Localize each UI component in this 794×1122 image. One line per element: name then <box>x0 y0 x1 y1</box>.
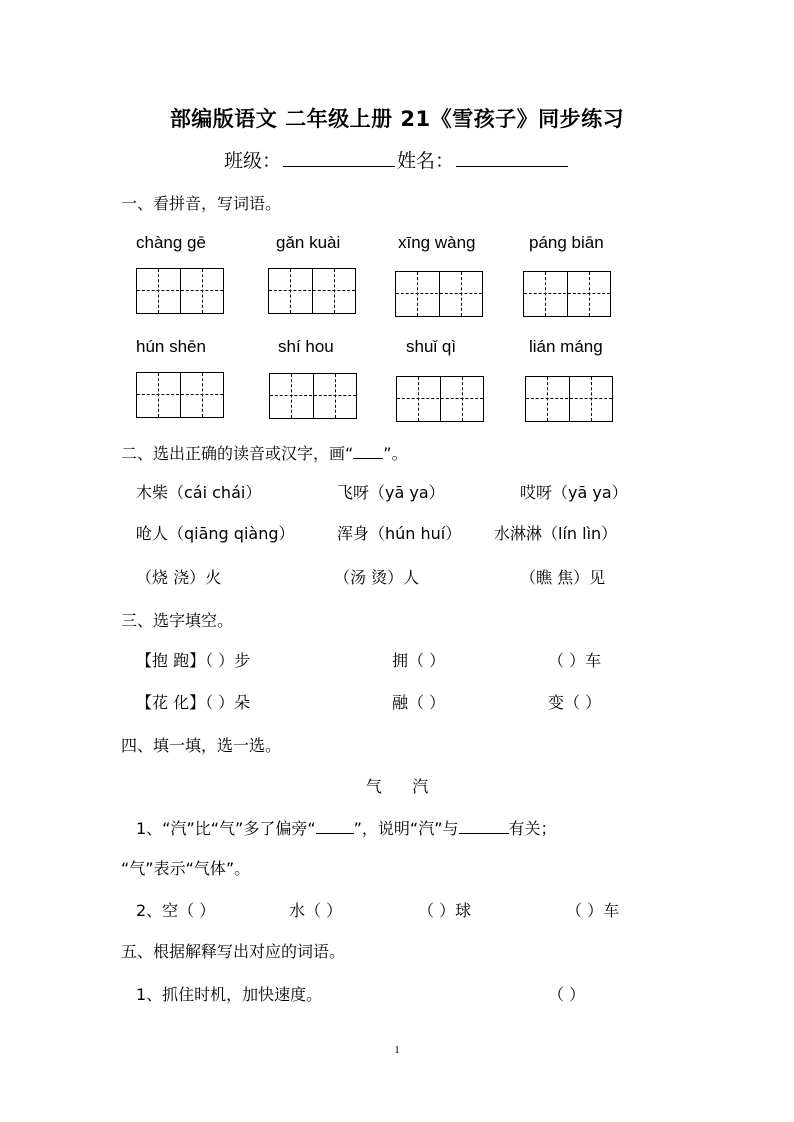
fill-item: （ ）车 <box>548 651 602 670</box>
section-2-heading-text: 二、选出正确的读音或汉字，画“ <box>121 444 354 463</box>
fill-item: 拥（ ） <box>392 651 446 670</box>
pinyin-3: xīng wàng <box>398 233 476 252</box>
page-number: 1 <box>394 1044 400 1056</box>
answer-blank <box>459 819 509 834</box>
pinyin-1: chàng gē <box>136 233 206 252</box>
choice-item: 哎呀（yā ya） <box>520 483 628 502</box>
q4-1-text-c: 有关； <box>508 819 557 838</box>
fill-item: 水（ ） <box>289 901 343 920</box>
choice-item: （烧 浇）火 <box>136 568 222 587</box>
writing-grid <box>525 376 613 422</box>
pinyin-4: páng biān <box>529 233 604 252</box>
writing-grid <box>523 271 611 317</box>
writing-grid <box>136 268 224 314</box>
underline-mark <box>353 444 383 459</box>
choice-item: （汤 烫）人 <box>334 568 420 587</box>
name-blank <box>456 148 568 167</box>
question-4-1-cont: “气”表示“气体”。 <box>121 859 251 878</box>
q4-1-text-a: 1、“汽”比“气”多了偏旁“ <box>136 819 316 838</box>
choice-item: 飞呀（yā ya） <box>337 483 445 502</box>
fill-item: 【花 化】（ ）朵 <box>136 693 251 712</box>
pinyin-8: lián máng <box>529 337 603 356</box>
pinyin-2: gǎn kuài <box>276 233 341 252</box>
character-pair: 气 汽 <box>365 777 429 796</box>
answer-blank <box>316 819 354 834</box>
q4-1-text-b: ”，说明“汽”与 <box>353 819 459 838</box>
pinyin-7: shuǐ qì <box>406 337 457 356</box>
section-2-heading <box>121 441 408 464</box>
name-label: 姓名： <box>397 150 455 172</box>
class-blank <box>283 148 395 167</box>
fill-item: 融（ ） <box>392 693 446 712</box>
question-5-1: 1、抓住时机，加快速度。 <box>136 985 323 1004</box>
fill-item: 2、空（ ） <box>136 901 216 920</box>
writing-grid <box>269 373 357 419</box>
section-1-heading: 一、看拼音，写词语。 <box>121 194 282 213</box>
pinyin-5: hún shēn <box>136 337 206 356</box>
choice-item: 木柴（cái chái） <box>136 483 262 502</box>
choice-item: （瞧 焦）见 <box>520 568 606 587</box>
writing-grid <box>396 376 484 422</box>
choice-item: 水淋淋（lín lìn） <box>494 524 618 543</box>
writing-grid <box>136 372 224 418</box>
fill-item: 变（ ） <box>548 693 602 712</box>
page-title: 部编版语文 二年级上册 21《雪孩子》同步练习 <box>169 107 625 131</box>
writing-grid <box>268 268 356 314</box>
fill-item: （ ）球 <box>418 901 472 920</box>
writing-grid <box>395 271 483 317</box>
fill-item: 【抱 跑】（ ）步 <box>136 651 251 670</box>
answer-parentheses: （ ） <box>548 985 586 1004</box>
class-label: 班级： <box>223 150 281 172</box>
choice-item: 呛人（qiāng qiàng） <box>136 524 295 543</box>
fill-item: （ ）车 <box>566 901 620 920</box>
choice-item: 浑身（hún huí） <box>337 524 462 543</box>
section-3-heading: 三、选字填空。 <box>121 611 234 630</box>
section-5-heading: 五、根据解释写出对应的词语。 <box>121 942 346 961</box>
question-4-1 <box>136 816 557 839</box>
section-2-heading-end: ”。 <box>383 444 408 463</box>
pinyin-6: shí hou <box>278 337 334 356</box>
section-4-heading: 四、填一填，选一选。 <box>121 736 282 755</box>
student-info <box>0 146 794 173</box>
